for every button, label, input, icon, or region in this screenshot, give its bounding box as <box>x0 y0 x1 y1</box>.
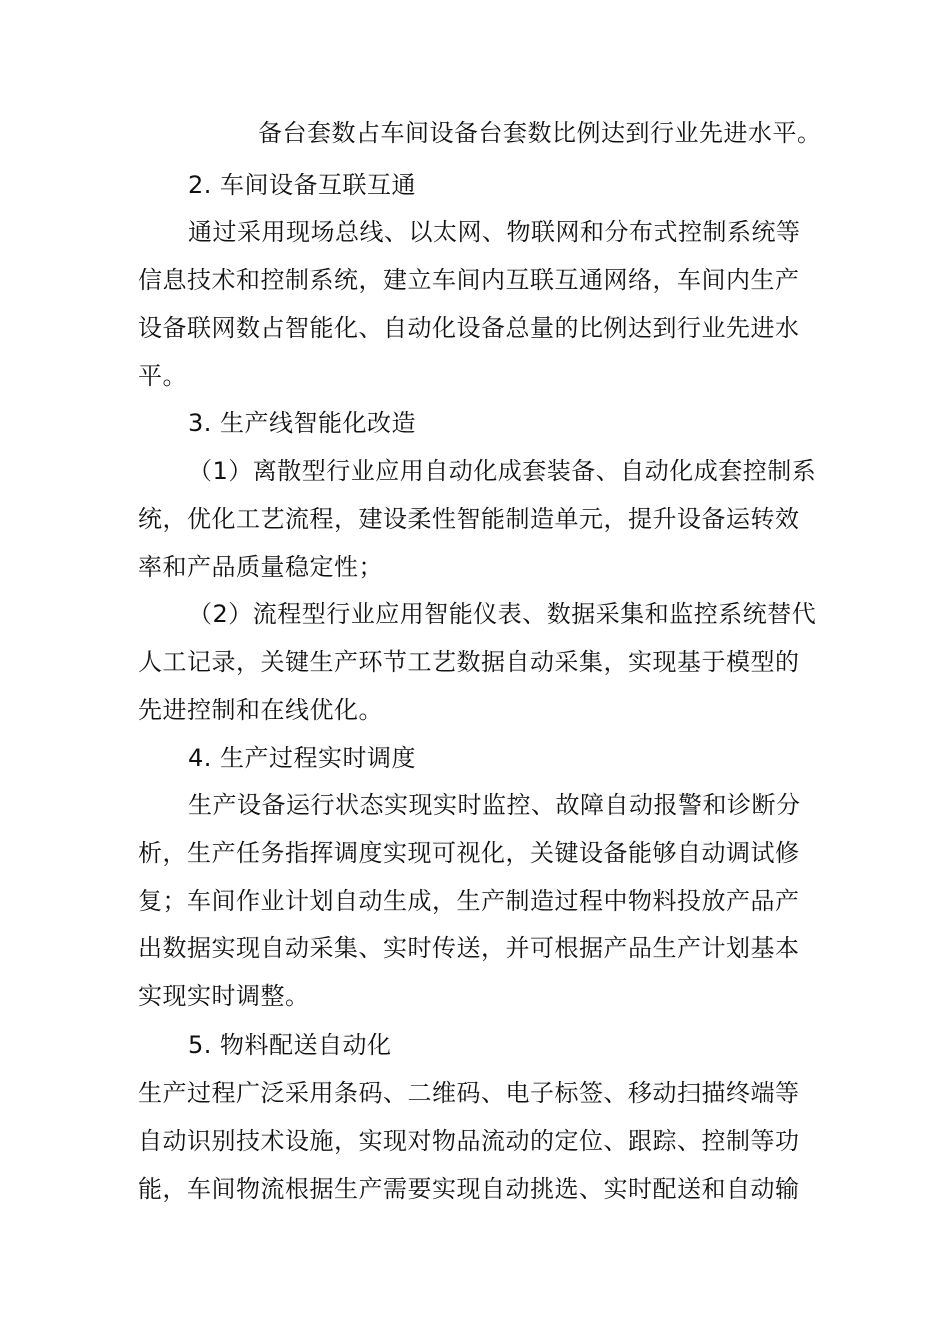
section-heading: 4. 生产过程实时调度 <box>188 744 417 772</box>
paragraph-line: 生产设备运行状态实现实时监控、故障自动报警和诊断分 <box>188 791 801 819</box>
paragraph-line: 实现实时调整。 <box>138 982 310 1010</box>
paragraph-line: 生产过程广泛采用条码、二维码、电子标签、移动扫描终端等 <box>138 1079 800 1107</box>
section-heading: 5. 物料配送自动化 <box>188 1031 392 1059</box>
paragraph-line: 先进控制和在线优化。 <box>138 696 383 724</box>
paragraph-line: 率和产品质量稳定性； <box>138 553 383 581</box>
paragraph-line: 人工记录，关键生产环节工艺数据自动采集，实现基于模型的 <box>138 648 800 676</box>
paragraph-line: （1）离散型行业应用自动化成套装备、自动化成套控制系 <box>188 457 817 485</box>
paragraph-line: 备台套数占车间设备台套数比例达到行业先进水平。 <box>258 119 822 147</box>
paragraph-line: 信息技术和控制系统，建立车间内互联互通网络，车间内生产 <box>138 266 800 294</box>
paragraph-line: 复；车间作业计划自动生成，生产制造过程中物料投放产品产 <box>138 887 800 915</box>
paragraph-line: 析，生产任务指挥调度实现可视化，关键设备能够自动调试修 <box>138 839 800 867</box>
paragraph-line: 统，优化工艺流程，建设柔性智能制造单元，提升设备运转效 <box>138 505 800 533</box>
paragraph-line: 自动识别技术设施，实现对物品流动的定位、跟踪、控制等功 <box>138 1127 800 1155</box>
paragraph-line: 平。 <box>138 362 187 390</box>
paragraph-line: 出数据实现自动采集、实时传送，并可根据产品生产计划基本 <box>138 934 800 962</box>
paragraph-line: 设备联网数占智能化、自动化设备总量的比例达到行业先进水 <box>138 314 800 342</box>
paragraph-line: 能，车间物流根据生产需要实现自动挑选、实时配送和自动输 <box>138 1175 800 1203</box>
paragraph-line: 通过采用现场总线、以太网、物联网和分布式控制系统等 <box>188 218 801 246</box>
section-heading: 2. 车间设备互联互通 <box>188 171 417 199</box>
paragraph-line: （2）流程型行业应用智能仪表、数据采集和监控系统替代 <box>188 600 817 628</box>
section-heading: 3. 生产线智能化改造 <box>188 409 417 437</box>
